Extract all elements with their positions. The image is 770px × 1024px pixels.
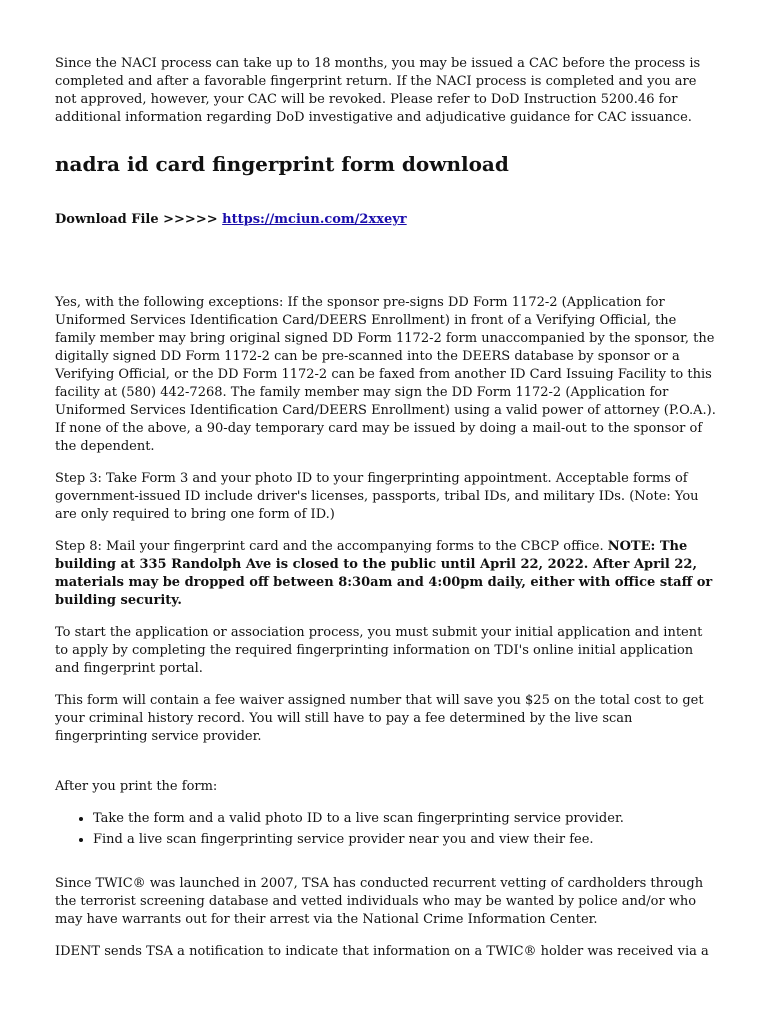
download-link[interactable]: https://mciun.com/2xxeyr xyxy=(222,212,407,227)
after-print-paragraph: After you print the form: xyxy=(55,779,218,794)
list-item: • Take the form and a valid photo ID to a live scan fingerprinting service provider. xyxy=(93,810,717,828)
download-label: Download File >>>>> xyxy=(55,212,223,227)
instructions-list xyxy=(55,810,717,849)
intro-paragraph: Since the NACI process can take up to 18 months, you may be issued a CAC before the process is completed and after a favorable fingerprint return. If the NACI process is completed and you are not approved, however, your CAC will be revoked. Please refer to DoD Instruction 5200.46 for additional information regarding DoD investigative and adjudicative guidance for CAC issuance. xyxy=(55,56,701,125)
list-item: • Find a live scan fingerprinting service provider near you and view their fee. xyxy=(93,831,717,849)
tdi-paragraph: To start the application or association process, you must submit your initial application and intent to apply by completing the required fingerprinting information on TDI's online initial application and fingerprint portal. xyxy=(55,625,703,676)
twic-paragraph: Since TWIC® was launched in 2007, TSA has conducted recurrent vetting of cardholders through the terrorist screening database and vetted individuals who may be wanted by police and/or who may have warrants out for their arrest via the National Crime Information Center. xyxy=(55,876,704,927)
document-page xyxy=(55,55,717,961)
download-line xyxy=(55,211,717,229)
step8-note: NOTE: The building at 335 Randolph Ave is closed to the public until April 22, 2022. After April 22, materials may be dropped off between 8:30am and 4:00pm daily, either with office staff or building security. xyxy=(55,539,713,608)
page-title: nadra id card fingerprint form download xyxy=(55,152,509,176)
exceptions-paragraph: Yes, with the following exceptions: If the sponsor pre-signs DD Form 1172-2 (Application for Uniformed Services Identification Card/DEERS Enrollment) in front of a Verifying Official, the family member may bring original signed DD Form 1172-2 form unaccompanied by the sponsor, the digitally signed DD Form 1172-2 can be pre-scanned into the DEERS database by sponsor or a Verifying Official, or the DD Form 1172-2 can be faxed from another ID Card Issuing Facility to this facility at (580) 442-7268. The family member may sign the DD Form 1172-2 (Application for Uniformed Services Identification Card/DEERS Enrollment) using a valid power of attorney (P.O.A.). If none of the above, a 90-day temporary card may be issued by doing a mail-out to the sponsor of the dependent. xyxy=(55,295,716,454)
step8-paragraph xyxy=(55,538,717,610)
step3-paragraph: Step 3: Take Form 3 and your photo ID to your fingerprinting appointment. Acceptable forms of government-issued ID include driver's licenses, passports, tribal IDs, and military IDs. (Note: You are only required to bring one form of ID.) xyxy=(55,471,699,522)
step8-text: Step 8: Mail your fingerprint card and the accompanying forms to the CBCP office. xyxy=(55,539,608,554)
ident-paragraph: IDENT sends TSA a notification to indicate that information on a TWIC® holder was received via a xyxy=(55,944,709,959)
fee-waiver-paragraph: This form will contain a fee waiver assigned number that will save you $25 on the total cost to get your criminal history record. You will still have to pay a fee determined by the live scan fingerprinting service provider. xyxy=(55,693,704,744)
